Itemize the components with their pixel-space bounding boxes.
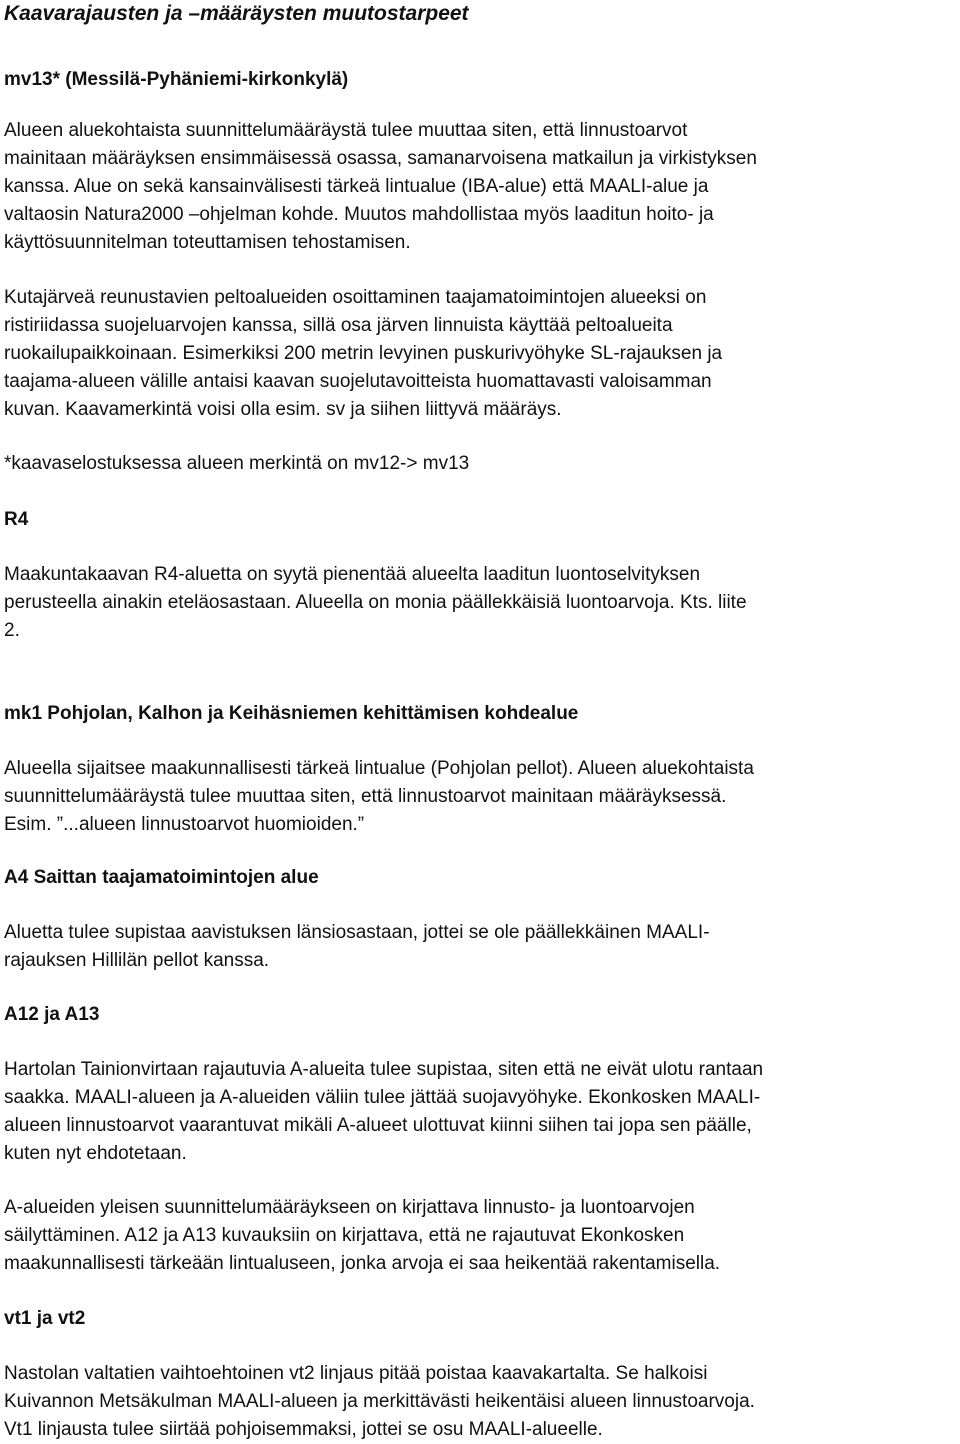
text-line: ristiriidassa suojeluarvojen kanssa, sillä osa järven linnuista käyttää peltoalueita <box>4 315 673 336</box>
section-heading-mv13: mv13* (Messilä-Pyhäniemi-kirkonkylä) <box>4 69 349 90</box>
text-line: Vt1 linjausta tulee siirtää pohjoisemmaksi, jottei se osu MAALI-alueelle. <box>4 1419 603 1440</box>
text-line: saakka. MAALI-alueen ja A-alueiden väliin tulee jättää suojavyöhyke. Ekonkosken MAALI- <box>4 1087 761 1108</box>
document-title: Kaavarajausten ja –määräysten muutostarpeet <box>4 2 469 25</box>
text-line: kuvan. Kaavamerkintä voisi olla esim. sv ja siihen liittyvä määräys. <box>4 399 562 420</box>
text-line: valtaosin Natura2000 –ohjelman kohde. Muutos mahdollistaa myös laaditun hoito- ja <box>4 204 714 225</box>
paragraph-mk1 <box>4 755 754 839</box>
text-line: *kaavaselostuksessa alueen merkintä on mv12-> mv13 <box>4 453 470 474</box>
text-line: perusteella ainakin eteläosastaan. Alueella on monia päällekkäisiä luontoarvoja. Kts. liite <box>4 592 747 613</box>
text-line: suunnittelumääräystä tulee muuttaa siten, että linnustoarvot mainitaan määräyksessä. <box>4 786 727 807</box>
section-heading-a4: A4 Saittan taajamatoimintojen alue <box>4 867 319 888</box>
text-line: käyttösuunnitelman toteuttamisen tehostamisen. <box>4 232 411 253</box>
paragraph-a4 <box>4 919 710 975</box>
paragraph-a12-a13-hartola <box>4 1056 763 1168</box>
text-line: Alueen aluekohtaista suunnittelumääräystä tulee muuttaa siten, että linnustoarvot <box>4 120 688 141</box>
text-line: Esim. ”...alueen linnustoarvot huomioiden.” <box>4 814 365 835</box>
text-line: taajama-alueen välille antaisi kaavan suojelutavoitteista huomattavasti valoisamman <box>4 371 712 392</box>
text-line: rajauksen Hillilän pellot kanssa. <box>4 950 270 971</box>
section-heading-a12-a13: A12 ja A13 <box>4 1004 100 1025</box>
text-line: säilyttäminen. A12 ja A13 kuvauksiin on kirjattava, että ne rajautuvat Ekonkosken <box>4 1225 685 1246</box>
text-line: maakunnallisesti tärkeään lintualuseen, jonka arvoja ei saa heikentää rakentamisella. <box>4 1253 721 1274</box>
text-line: alueen linnustoarvot vaarantuvat mikäli A-alueet ulottuvat kiinni siihen tai jopa sen päälle, <box>4 1115 752 1136</box>
paragraph-mv13-footnote <box>4 450 469 478</box>
text-line: 2. <box>4 620 20 641</box>
paragraph-mv13-kutajarvi <box>4 284 722 424</box>
text-line: Aluetta tulee supistaa aavistuksen länsiosastaan, jottei se ole päällekkäinen MAALI- <box>4 922 710 943</box>
text-line: Maakuntakaavan R4-aluetta on syytä pienentää alueelta laaditun luontoselvityksen <box>4 564 701 585</box>
text-line: Kutajärveä reunustavien peltoalueiden osoittaminen taajamatoimintojen alueeksi on <box>4 287 707 308</box>
text-line: Kuivannon Metsäkulman MAALI-alueen ja merkittävästi heikentäisi alueen linnustoarvoja. <box>4 1391 755 1412</box>
section-heading-r4: R4 <box>4 509 29 530</box>
text-line: Nastolan valtatien vaihtoehtoinen vt2 linjaus pitää poistaa kaavakartalta. Se halkoisi <box>4 1363 708 1384</box>
text-line: kanssa. Alue on sekä kansainvälisesti tärkeä lintualue (IBA-alue) että MAALI-alue ja <box>4 176 709 197</box>
paragraph-vt1-vt2 <box>4 1360 755 1444</box>
text-line: kuten nyt ehdotetaan. <box>4 1143 187 1164</box>
paragraph-r4 <box>4 561 747 645</box>
text-line: ruokailupaikkoinaan. Esimerkiksi 200 metrin levyinen puskurivyöhyke SL-rajauksen ja <box>4 343 723 364</box>
section-heading-mk1: mk1 Pohjolan, Kalhon ja Keihäsniemen kehittämisen kohdealue <box>4 703 579 724</box>
section-heading-vt1-vt2: vt1 ja vt2 <box>4 1308 86 1329</box>
text-line: Hartolan Tainionvirtaan rajautuvia A-alueita tulee supistaa, siten että ne eivät ulotu rantaan <box>4 1059 764 1080</box>
paragraph-mv13-description <box>4 117 757 257</box>
text-line: A-alueiden yleisen suunnittelumääräykseen on kirjattava linnusto- ja luontoarvojen <box>4 1197 695 1218</box>
paragraph-a12-a13-general <box>4 1194 720 1278</box>
text-line: mainitaan määräyksen ensimmäisessä osassa, samanarvoisena matkailun ja virkistyksen <box>4 148 757 169</box>
text-line: Alueella sijaitsee maakunnallisesti tärkeä lintualue (Pohjolan pellot). Alueen aluekohtaista <box>4 758 754 779</box>
